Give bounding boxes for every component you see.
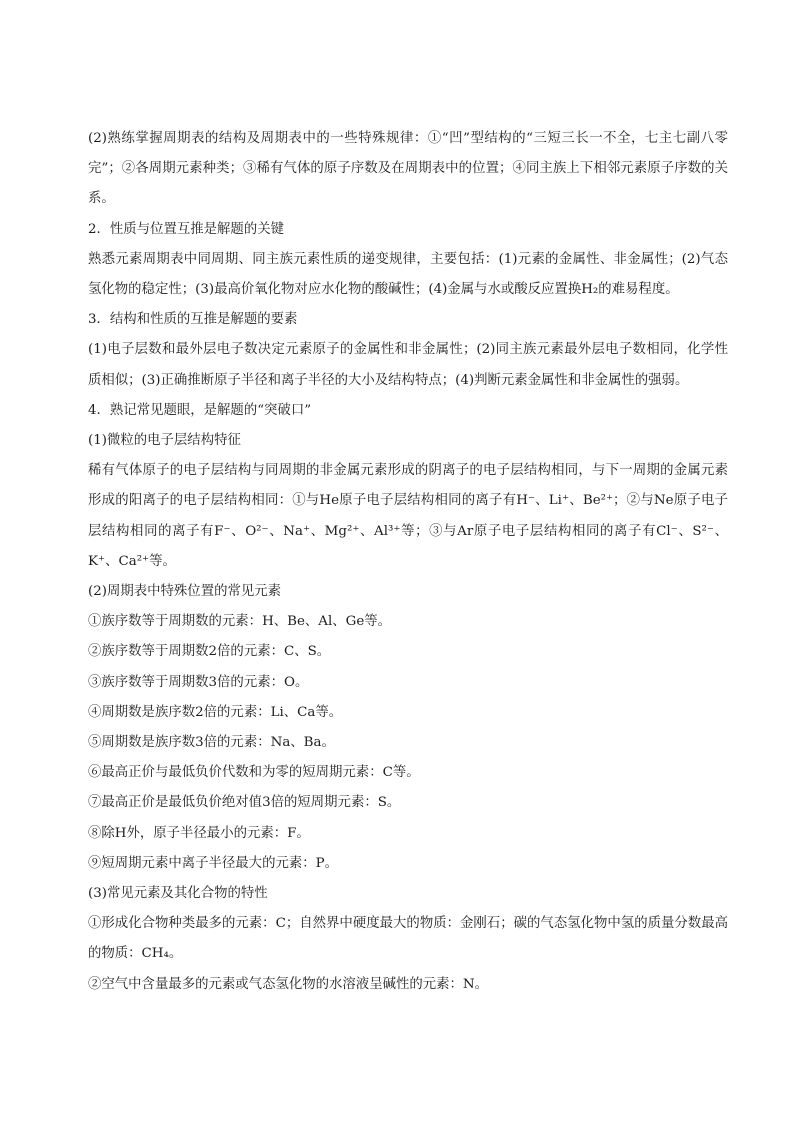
paragraph-periodic-table-structure: (2)熟练掌握周期表的结构及周期表中的一些特殊规律：①“凹”型结构的“三短三长一不全，七主七副八零完”；②各周期元素种类；③稀有气体的原子序数及在周期表中的位置；④同主族上下相邻元素原子序数的关系。 — [88, 131, 728, 207]
list-item: ①族序数等于周期数的元素：H、Be、Al、Ge等。 — [88, 614, 392, 630]
list-item: ①形成化合物种类最多的元素：C；自然界中硬度最大的物质：金刚石；碳的气态氢化物中氢的质量分数最高的物质：CH₄。 — [88, 916, 728, 962]
list-item: ⑥最高正价与最低负价代数和为零的短周期元素：C等。 — [88, 765, 420, 781]
paragraph-electron-shell: 稀有气体原子的电子层结构与同周期的非金属元素形成的阴离子的电子层结构相同，与下一周期的金属元素形成的阳离子的电子层结构相同：①与He原子电子层结构相同的离子有H⁻、Li⁺、Be²⁺；②与Ne原子电子层结构相同的离子有F⁻、O²⁻、Na⁺、Mg²⁺、Al³⁺等；③与Ar原子电子层结构相同的离子有Cl⁻、S²⁻、K⁺、Ca²⁺等。 — [88, 463, 728, 569]
heading-3: 3．结构和性质的互推是解题的要素 — [88, 312, 298, 328]
document-body — [88, 124, 728, 1000]
paragraph-property-position: 熟悉元素周期表中同周期、同主族元素性质的递变规律，主要包括：(1)元素的金属性、非金属性；(2)气态氢化物的稳定性；(3)最高价氧化物对应水化物的酸碱性；(4)金属与水或酸反应置换H₂的难易程度。 — [88, 251, 728, 298]
paragraph-structure-property: (1)电子层数和最外层电子数决定元素原子的金属性和非金属性；(2)同主族元素最外层电子数相同，化学性质相似；(3)正确推断原子半径和离子半径的大小及结构特点；(4)判断元素金属性和非金属性的强弱。 — [88, 342, 728, 388]
list-item: ⑨短周期元素中离子半径最大的元素：P。 — [88, 855, 339, 871]
subheading-3: (3)常见元素及其化合物的特性 — [88, 886, 268, 902]
list-item: ②族序数等于周期数2倍的元素：C、S。 — [88, 644, 331, 660]
list-item: ②空气中含量最多的元素或气态氢化物的水溶液呈碱性的元素：N。 — [88, 976, 489, 992]
list-item: ⑦最高正价是最低负价绝对值3倍的短周期元素：S。 — [88, 795, 401, 811]
subheading-2: (2)周期表中特殊位置的常见元素 — [88, 584, 282, 600]
list-item: ⑤周期数是族序数3倍的元素：Na、Ba。 — [88, 735, 335, 751]
subheading-1: (1)微粒的电子层结构特征 — [88, 433, 241, 449]
list-item: ④周期数是族序数2倍的元素：Li、Ca等。 — [88, 704, 343, 720]
list-item: ③族序数等于周期数3倍的元素：O。 — [88, 674, 309, 690]
heading-4: 4．熟记常见题眼，是解题的“突破口” — [88, 402, 312, 418]
heading-2: 2．性质与位置互推是解题的关键 — [88, 221, 284, 237]
list-item: ⑧除H外，原子半径最小的元素：F。 — [88, 825, 310, 841]
